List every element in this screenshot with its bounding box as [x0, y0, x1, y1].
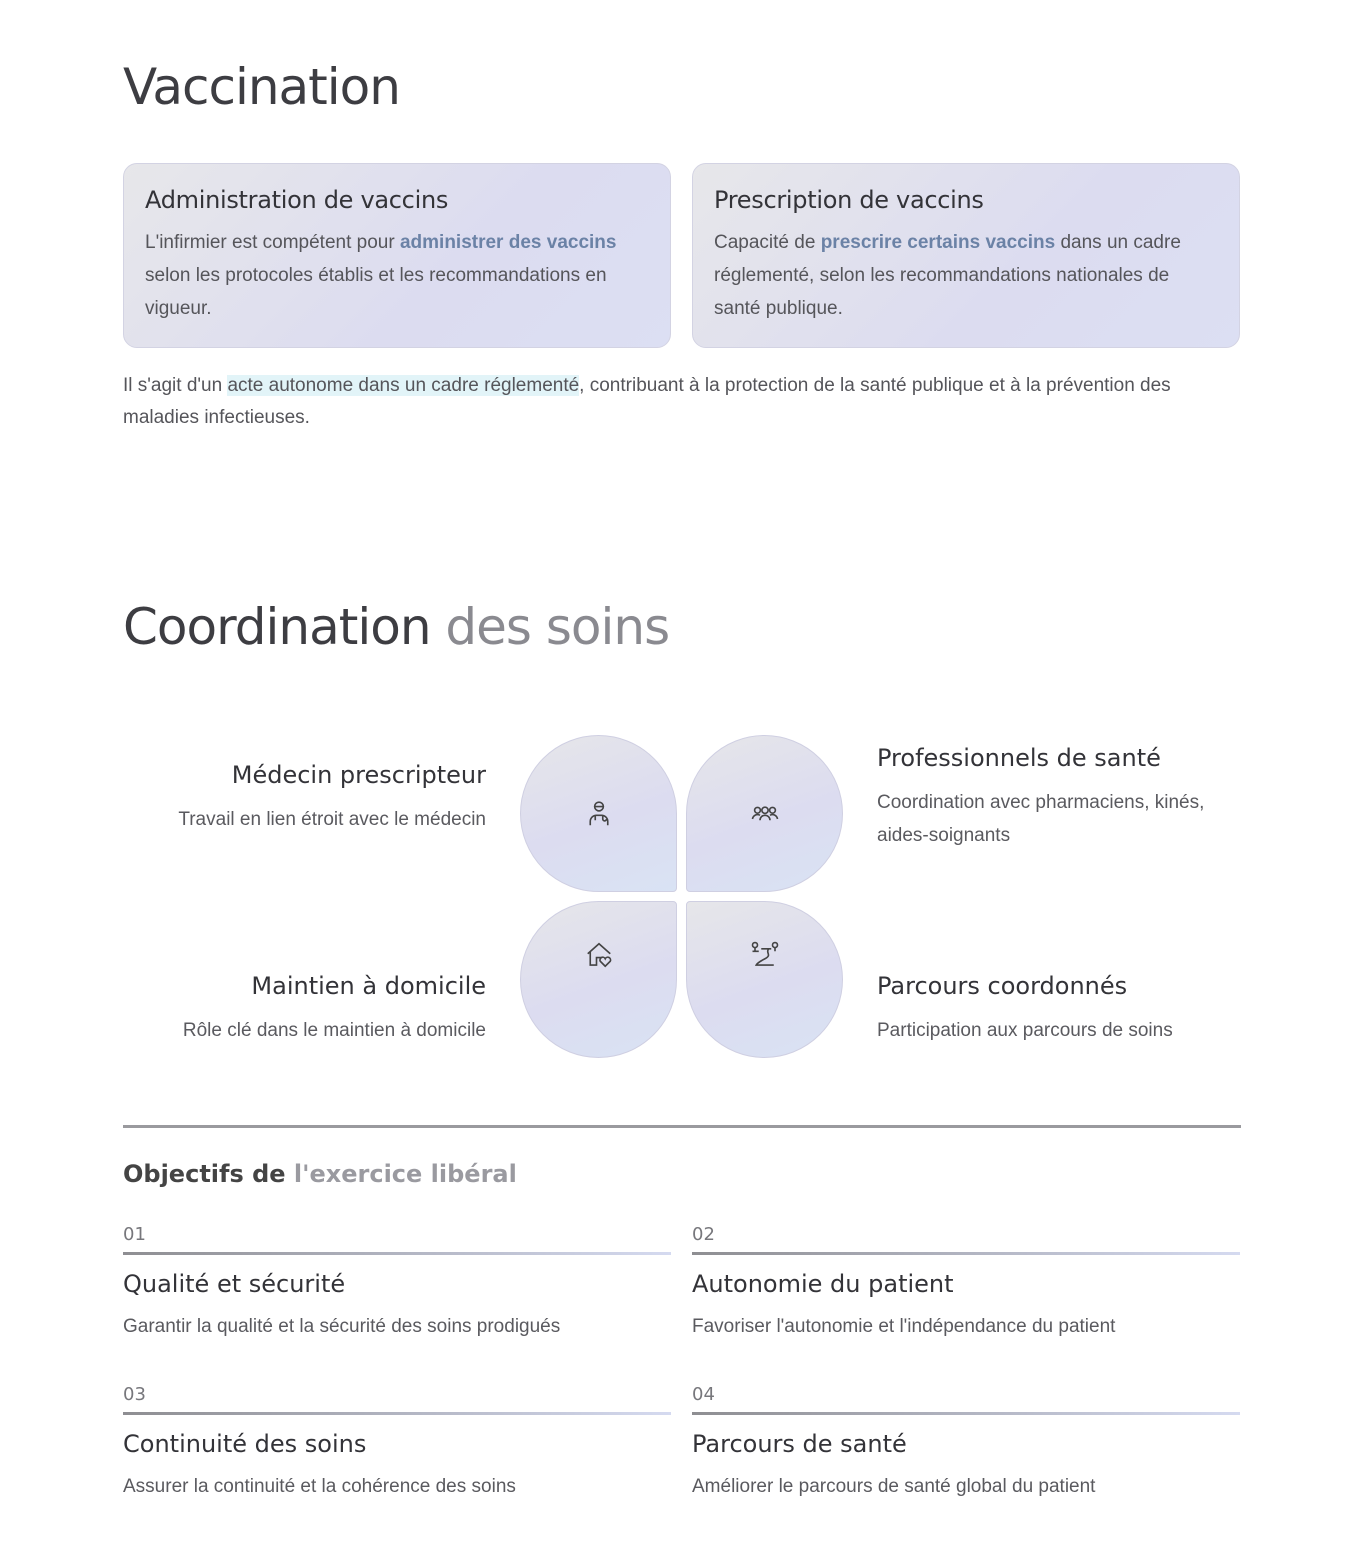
objective-item: [123, 1384, 671, 1498]
coordination-title: Coordination des soins: [123, 598, 670, 656]
coord-desc: Coordination avec pharmaciens, kinés, aides-soignants: [877, 792, 1205, 846]
coord-desc: Rôle clé dans le maintien à domicile: [182, 1020, 486, 1041]
objective-item: [692, 1224, 1240, 1338]
coord-item-medecin: [178, 761, 486, 836]
coord-item-professionnels: [877, 744, 1207, 852]
objective-number: 01: [123, 1224, 146, 1245]
coord-desc: Participation aux parcours de soins: [877, 1020, 1173, 1041]
objective-line: [692, 1252, 1240, 1255]
card-prescription: [692, 163, 1240, 348]
objective-title: Parcours de santé: [692, 1430, 907, 1458]
card-title: Prescription de vaccins: [714, 186, 984, 214]
card-text: Capacité de prescrire certains vaccins dans un cadre réglementé, selon les recommandations nationales de santé publique.: [714, 232, 1181, 319]
coord-title: Médecin prescripteur: [231, 761, 486, 789]
objective-line: [692, 1412, 1240, 1415]
objective-desc: Favoriser l'autonomie et l'indépendance du patient: [692, 1316, 1116, 1337]
coord-title: Maintien à domicile: [251, 972, 486, 1000]
objective-line: [123, 1412, 671, 1415]
objective-title: Continuité des soins: [123, 1430, 367, 1458]
vaccination-title: Vaccination: [123, 58, 400, 116]
coord-item-parcours: [877, 972, 1173, 1047]
petal-home: [520, 901, 677, 1058]
card-administration: [123, 163, 671, 348]
coord-item-domicile: [183, 972, 486, 1047]
objective-item: [692, 1384, 1240, 1498]
petal-path: [686, 901, 843, 1058]
objective-item: [123, 1224, 671, 1338]
objective-title: Autonomie du patient: [692, 1270, 954, 1298]
coord-desc: Travail en lien étroit avec le médecin: [178, 809, 486, 830]
objective-desc: Garantir la qualité et la sécurité des soins prodigués: [123, 1316, 561, 1337]
petal-group: [686, 735, 843, 892]
objective-desc: Assurer la continuité et la cohérence des soins: [123, 1476, 516, 1497]
card-title: Administration de vaccins: [145, 186, 449, 214]
coord-title: Professionnels de santé: [877, 744, 1161, 772]
petal-doctor: [520, 735, 677, 892]
objective-number: 02: [692, 1224, 715, 1245]
home-heart-icon: [584, 940, 614, 970]
vaccination-paragraph: Il s'agit d'un acte autonome dans un cadre réglementé, contribuant à la protection de la santé publique et à la prévention des maladies infectieuses.: [123, 375, 1171, 428]
coord-title: Parcours coordonnés: [877, 972, 1128, 1000]
objective-line: [123, 1252, 671, 1255]
objective-number: 04: [692, 1384, 715, 1405]
objective-title: Qualité et sécurité: [123, 1270, 346, 1298]
objective-desc: Améliorer le parcours de santé global du patient: [692, 1476, 1096, 1497]
doctor-icon: [584, 799, 614, 829]
objectives-title: Objectifs de l'exercice libéral: [123, 1160, 517, 1188]
divider: [123, 1125, 1241, 1128]
group-icon: [750, 799, 780, 829]
path-icon: [750, 940, 780, 970]
objective-number: 03: [123, 1384, 146, 1405]
card-text: L'infirmier est compétent pour administrer des vaccins selon les protocoles établis et les recommandations en vigueur.: [145, 232, 617, 319]
